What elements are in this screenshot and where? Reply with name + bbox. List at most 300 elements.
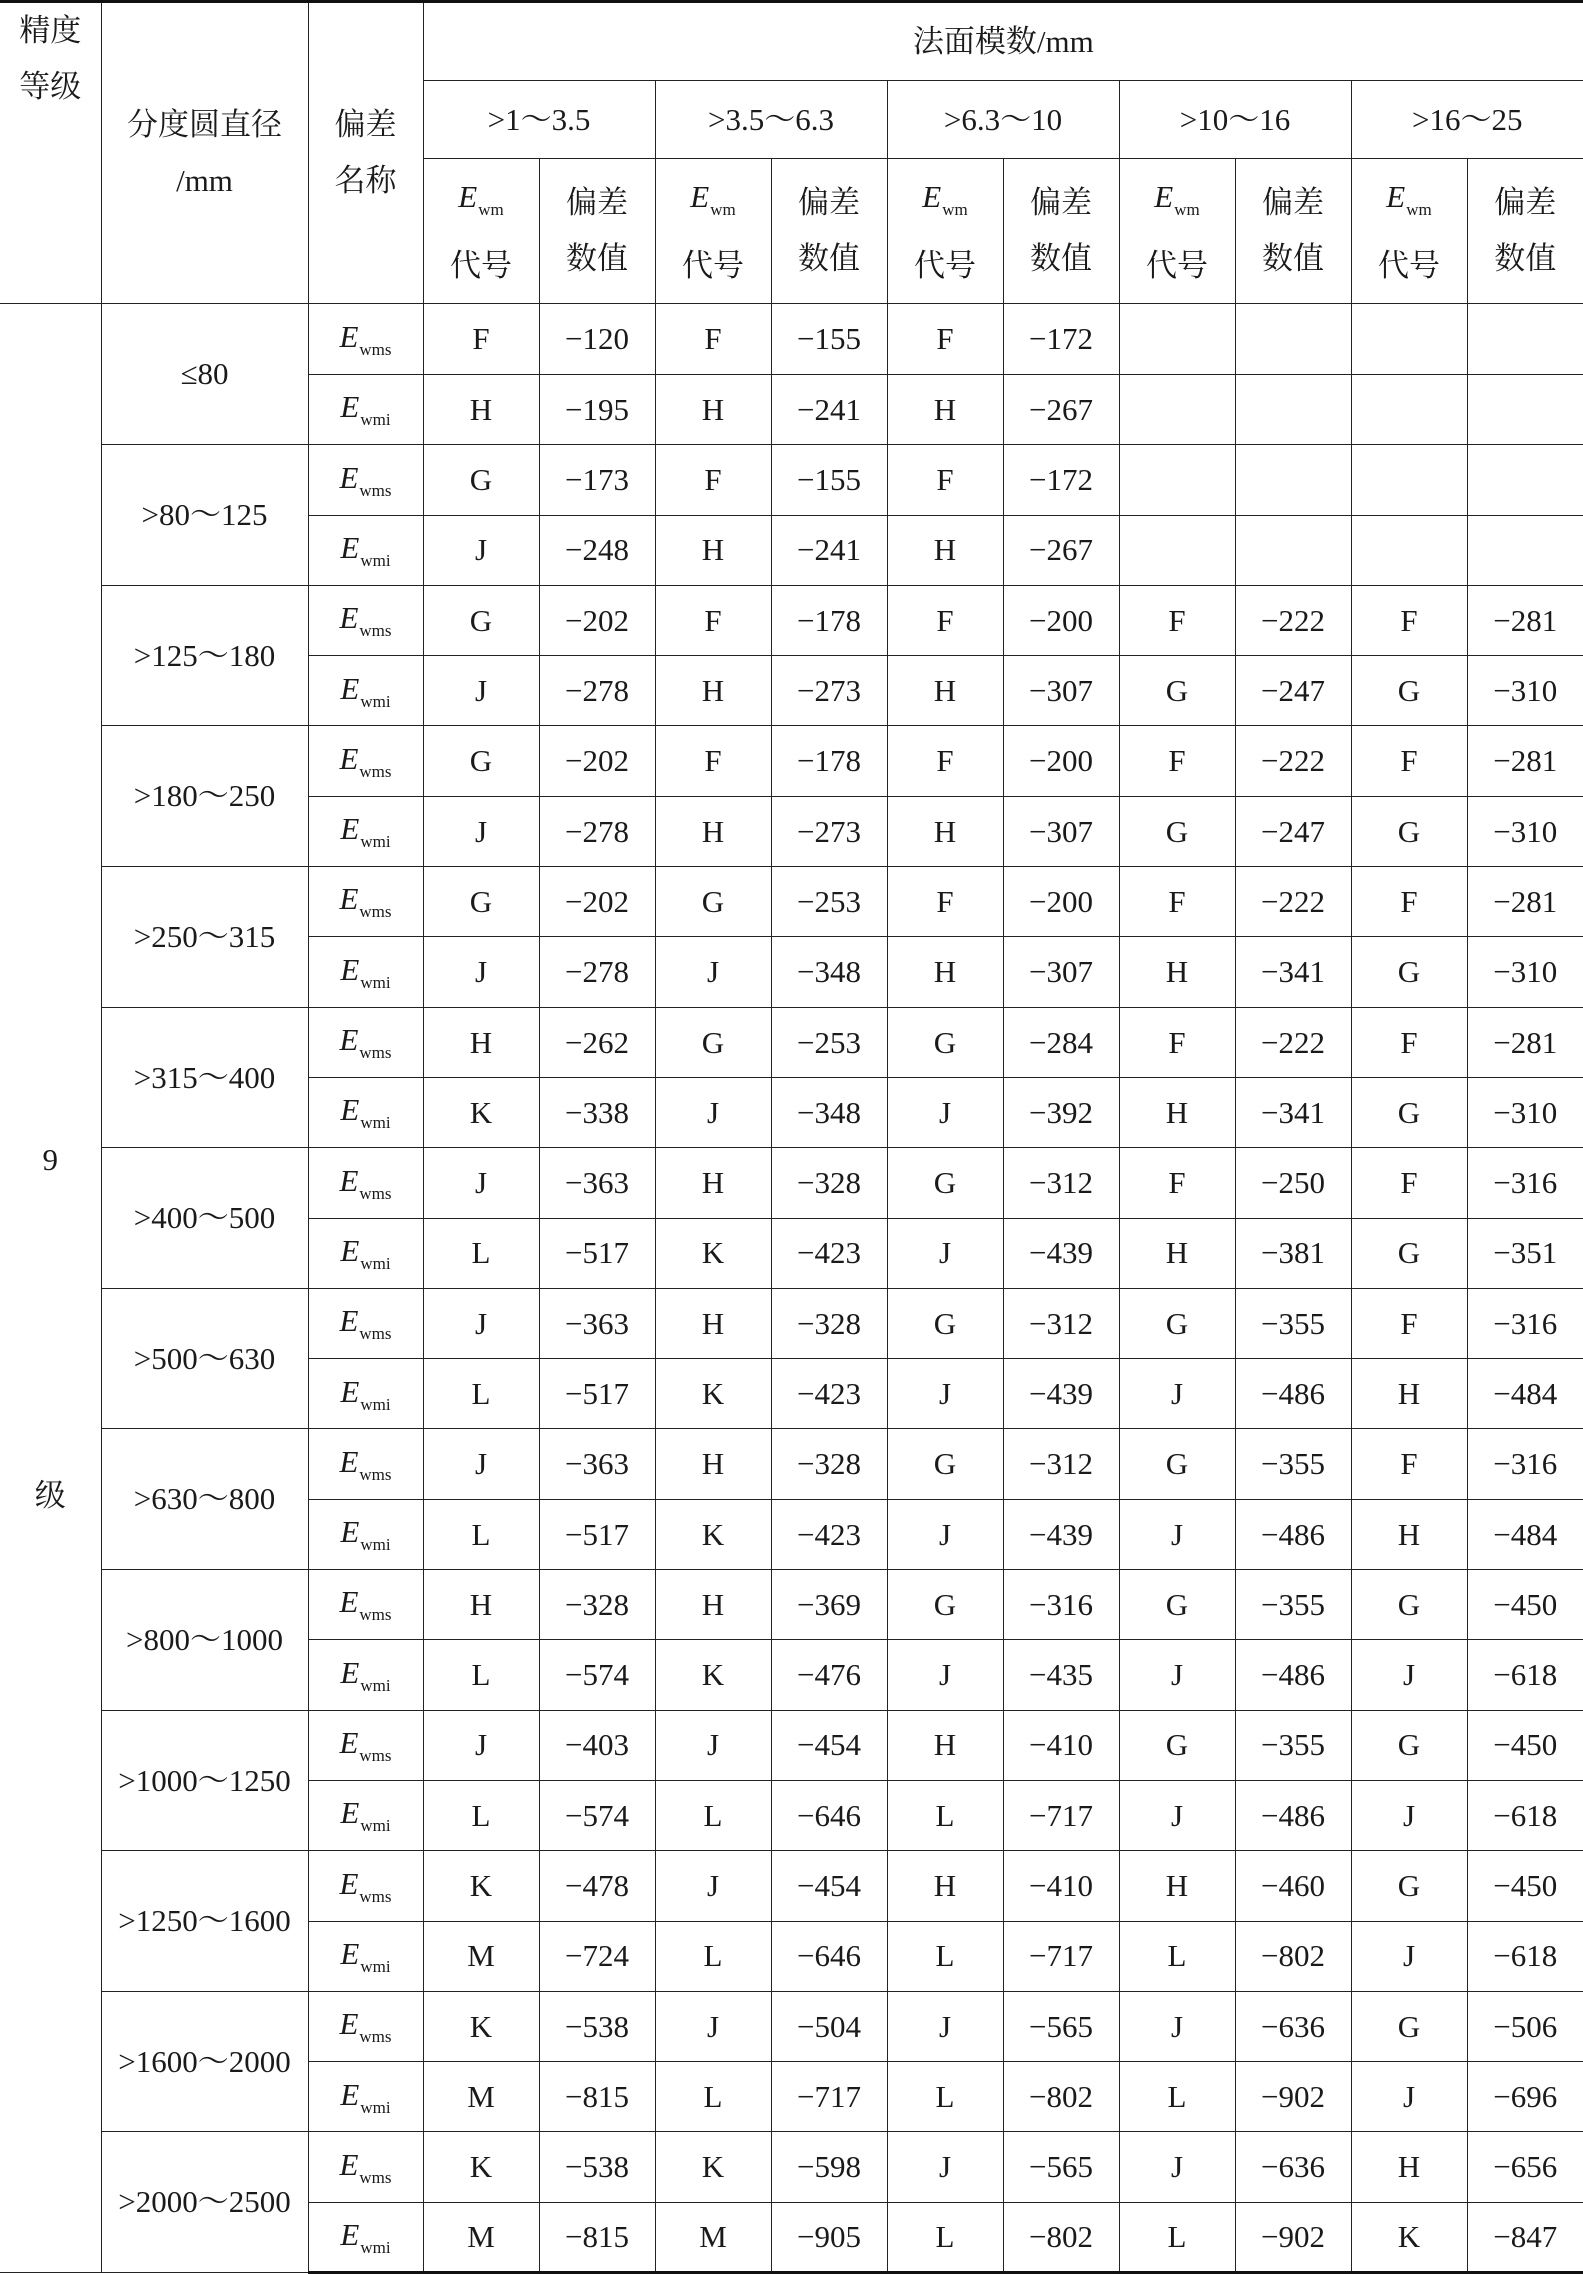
ewm-lower-symbol-letter: E	[340, 952, 359, 987]
ewm-upper-symbol	[339, 1022, 391, 1057]
tolerance-code: J	[1119, 1499, 1235, 1569]
deviation-value: −172	[1003, 304, 1119, 375]
deviation-value: −486	[1235, 1640, 1351, 1710]
deviation-value: −517	[539, 1218, 655, 1288]
header-code-text: 代号	[424, 238, 539, 294]
tolerance-code	[1351, 304, 1467, 375]
tolerance-code: G	[887, 1148, 1003, 1218]
tolerance-code: M	[423, 2062, 539, 2132]
tolerance-code: G	[1119, 796, 1235, 866]
deviation-value: −316	[1467, 1148, 1583, 1218]
tolerance-code: L	[655, 2062, 771, 2132]
deviation-value: −312	[1003, 1288, 1119, 1358]
tolerance-code: F	[1351, 585, 1467, 655]
deviation-name-upper	[308, 726, 423, 796]
deviation-name-lower	[308, 375, 423, 445]
tolerance-code: H	[887, 656, 1003, 726]
ewm-lower-symbol-letter: E	[340, 2217, 359, 2252]
diameter-range: >1600～2000	[101, 1991, 308, 2132]
diameter-range: ≤80	[101, 304, 308, 445]
deviation-value: −278	[539, 796, 655, 866]
header-pitch-diameter-line2: /mm	[102, 153, 308, 209]
header-deviation-name	[308, 2, 423, 304]
header-accuracy-grade-line1: 精度	[0, 3, 101, 59]
tolerance-code: G	[1351, 1077, 1467, 1147]
deviation-name-lower	[308, 1359, 423, 1429]
deviation-value: −717	[1003, 1780, 1119, 1850]
deviation-name-upper	[308, 1007, 423, 1077]
deviation-value: −538	[539, 2132, 655, 2202]
tolerance-code	[1119, 304, 1235, 375]
tolerance-code: G	[423, 726, 539, 796]
tolerance-code: L	[1119, 2202, 1235, 2272]
ewm-lower-symbol-letter: E	[340, 1795, 359, 1830]
header-module-range: >3.5～6.3	[655, 81, 887, 159]
grade-cell	[0, 304, 101, 2273]
ewm-upper-symbol-letter: E	[339, 600, 358, 635]
tolerance-code: G	[1119, 1710, 1235, 1780]
deviation-value: −618	[1467, 1640, 1583, 1710]
deviation-name-lower	[308, 1921, 423, 1991]
tolerance-code: K	[423, 2132, 539, 2202]
deviation-value: −312	[1003, 1429, 1119, 1499]
tolerance-code: F	[1119, 585, 1235, 655]
tolerance-code: G	[655, 867, 771, 937]
ewm-upper-symbol-subscript: wms	[359, 621, 391, 640]
ewm-upper-symbol-subscript: wms	[359, 1184, 391, 1203]
header-value-label-line: 数值	[1468, 231, 1583, 287]
header-value-label-line: 偏差	[1468, 175, 1583, 231]
deviation-value: −120	[539, 304, 655, 375]
tolerance-code: L	[423, 1499, 539, 1569]
ewm-upper-symbol	[339, 1725, 391, 1760]
deviation-value: −222	[1235, 1007, 1351, 1077]
ewm-upper-symbol-letter: E	[339, 741, 358, 776]
ewm-upper-symbol-letter: E	[339, 319, 358, 354]
ewm-lower-symbol-subscript: wmi	[360, 1395, 390, 1414]
deviation-value: −815	[539, 2202, 655, 2272]
table-row	[0, 867, 1583, 937]
deviation-value: −439	[1003, 1359, 1119, 1429]
deviation-value: −267	[1003, 515, 1119, 585]
tolerance-code: F	[655, 726, 771, 796]
header-module-range: >6.3～10	[887, 81, 1119, 159]
ewm-lower-symbol-subscript: wmi	[360, 410, 390, 429]
deviation-value: −381	[1235, 1218, 1351, 1288]
deviation-value: −450	[1467, 1570, 1583, 1640]
tolerance-code: L	[423, 1640, 539, 1710]
header-accuracy-grade	[0, 2, 101, 304]
deviation-value: −392	[1003, 1077, 1119, 1147]
ewm-upper-symbol	[339, 319, 391, 354]
tolerance-code: J	[1119, 1780, 1235, 1850]
tolerance-code: F	[655, 445, 771, 515]
deviation-value: −307	[1003, 796, 1119, 866]
deviation-value: −178	[771, 585, 887, 655]
tolerance-code: H	[655, 1148, 771, 1218]
deviation-value: −802	[1003, 2062, 1119, 2132]
ewm-symbol-letter: E	[1386, 179, 1405, 214]
deviation-value: −802	[1003, 2202, 1119, 2272]
ewm-upper-symbol-subscript: wms	[359, 481, 391, 500]
deviation-value: −253	[771, 1007, 887, 1077]
grade-number: 9	[0, 1142, 101, 1178]
deviation-value: −348	[771, 937, 887, 1007]
deviation-value: −506	[1467, 1991, 1583, 2061]
tolerance-code: F	[1351, 726, 1467, 796]
deviation-value: −454	[771, 1851, 887, 1921]
tolerance-code: H	[655, 1570, 771, 1640]
deviation-value: −618	[1467, 1921, 1583, 1991]
deviation-value: −338	[539, 1077, 655, 1147]
deviation-value: −328	[771, 1429, 887, 1499]
deviation-value: −517	[539, 1499, 655, 1569]
tolerance-code: G	[1351, 937, 1467, 1007]
tolerance-code: K	[655, 1359, 771, 1429]
tolerance-code: J	[1119, 1991, 1235, 2061]
ewm-lower-symbol	[340, 389, 390, 424]
deviation-value: −517	[539, 1359, 655, 1429]
ewm-lower-symbol	[340, 1936, 390, 1971]
tolerance-code: H	[655, 1288, 771, 1358]
ewm-lower-symbol	[340, 671, 390, 706]
deviation-value: −484	[1467, 1499, 1583, 1569]
deviation-value: −262	[539, 1007, 655, 1077]
deviation-value: −363	[539, 1429, 655, 1499]
ewm-upper-symbol-letter: E	[339, 1444, 358, 1479]
deviation-value: −278	[539, 937, 655, 1007]
deviation-value	[1235, 375, 1351, 445]
deviation-name-lower	[308, 1218, 423, 1288]
deviation-value: −656	[1467, 2132, 1583, 2202]
deviation-value: −312	[1003, 1148, 1119, 1218]
deviation-value: −636	[1235, 1991, 1351, 2061]
ewm-lower-symbol-subscript: wmi	[360, 1535, 390, 1554]
tolerance-code: F	[1351, 1429, 1467, 1499]
deviation-value	[1235, 515, 1351, 585]
tolerance-code: M	[423, 1921, 539, 1991]
ewm-upper-symbol-letter: E	[339, 460, 358, 495]
deviation-value: −423	[771, 1499, 887, 1569]
deviation-value: −410	[1003, 1710, 1119, 1780]
deviation-value: −565	[1003, 2132, 1119, 2202]
tolerance-code: F	[887, 585, 1003, 655]
tolerance-code: K	[423, 1851, 539, 1921]
deviation-name-lower	[308, 2062, 423, 2132]
tolerance-code: K	[655, 2132, 771, 2202]
ewm-lower-symbol-letter: E	[340, 1374, 359, 1409]
tolerance-code: F	[655, 304, 771, 375]
deviation-value: −618	[1467, 1780, 1583, 1850]
header-normal-module: 法面模数/mm	[423, 2, 1583, 81]
tolerance-code: J	[655, 937, 771, 1007]
tolerance-code: L	[887, 2202, 1003, 2272]
deviation-value	[1467, 515, 1583, 585]
deviation-value: −310	[1467, 656, 1583, 726]
tolerance-code: L	[655, 1780, 771, 1850]
ewm-upper-symbol	[339, 1444, 391, 1479]
deviation-name-upper	[308, 1570, 423, 1640]
tolerance-code: J	[1351, 2062, 1467, 2132]
header-value-label-line: 数值	[540, 231, 655, 287]
table-row	[0, 2132, 1583, 2202]
tolerance-code: G	[1351, 1570, 1467, 1640]
deviation-value: −200	[1003, 585, 1119, 655]
deviation-value: −450	[1467, 1851, 1583, 1921]
deviation-value: −200	[1003, 867, 1119, 937]
deviation-value: −439	[1003, 1218, 1119, 1288]
tolerance-code: F	[887, 867, 1003, 937]
tolerance-code: F	[1119, 1148, 1235, 1218]
tolerance-code: F	[655, 585, 771, 655]
tolerance-code: H	[655, 796, 771, 866]
deviation-name-upper	[308, 1710, 423, 1780]
tolerance-code: H	[1119, 1077, 1235, 1147]
ewm-upper-symbol-letter: E	[339, 2006, 358, 2041]
tolerance-code: J	[1351, 1780, 1467, 1850]
ewm-upper-symbol-subscript: wms	[359, 1746, 391, 1765]
diameter-range: >1000～1250	[101, 1710, 308, 1851]
tolerance-code: J	[887, 1991, 1003, 2061]
deviation-value: −598	[771, 2132, 887, 2202]
ewm-lower-symbol	[340, 1374, 390, 1409]
ewm-symbol-subscript: wm	[1406, 200, 1432, 219]
deviation-value: −310	[1467, 796, 1583, 866]
ewm-upper-symbol-subscript: wms	[359, 1887, 391, 1906]
tolerance-code: K	[423, 1077, 539, 1147]
tolerance-code: G	[1351, 1710, 1467, 1780]
header-code-label	[655, 159, 771, 304]
deviation-name-upper	[308, 1851, 423, 1921]
header-code-symbol	[1120, 169, 1235, 238]
deviation-value: −248	[539, 515, 655, 585]
header-module-range: >16～25	[1351, 81, 1583, 159]
header-code-label	[887, 159, 1003, 304]
deviation-value: −902	[1235, 2202, 1351, 2272]
deviation-value: −363	[539, 1148, 655, 1218]
deviation-value: −646	[771, 1780, 887, 1850]
deviation-value: −348	[771, 1077, 887, 1147]
tolerance-code: H	[887, 796, 1003, 866]
tolerance-code: H	[1351, 1359, 1467, 1429]
deviation-name-lower	[308, 1499, 423, 1569]
table-row	[0, 1991, 1583, 2061]
deviation-value: −439	[1003, 1499, 1119, 1569]
tolerance-code: H	[887, 1851, 1003, 1921]
deviation-value: −241	[771, 515, 887, 585]
tolerance-code: L	[887, 1780, 1003, 1850]
deviation-value: −307	[1003, 937, 1119, 1007]
deviation-value: −310	[1467, 1077, 1583, 1147]
tolerance-code: H	[1119, 1851, 1235, 1921]
deviation-name-lower	[308, 796, 423, 866]
ewm-lower-symbol-letter: E	[340, 671, 359, 706]
tolerance-code: J	[655, 1710, 771, 1780]
header-deviation-name-line2: 名称	[309, 153, 423, 209]
tolerance-code: G	[1119, 656, 1235, 726]
ewm-symbol	[1154, 179, 1199, 214]
deviation-value: −281	[1467, 867, 1583, 937]
header-value-label-line: 偏差	[1004, 175, 1119, 231]
table-row	[0, 1710, 1583, 1780]
table-row	[0, 585, 1583, 655]
deviation-name-lower	[308, 1077, 423, 1147]
deviation-value: −696	[1467, 2062, 1583, 2132]
ewm-symbol	[458, 179, 503, 214]
deviation-value: −278	[539, 656, 655, 726]
tolerance-code: G	[887, 1007, 1003, 1077]
tolerance-code: H	[887, 515, 1003, 585]
deviation-value: −717	[1003, 1921, 1119, 1991]
tolerance-code: J	[655, 1851, 771, 1921]
tolerance-code: L	[655, 1921, 771, 1991]
tolerance-code: J	[655, 1991, 771, 2061]
ewm-lower-symbol-subscript: wmi	[360, 973, 390, 992]
tolerance-code: G	[423, 445, 539, 515]
deviation-value	[1235, 445, 1351, 515]
tolerance-code: G	[1119, 1288, 1235, 1358]
tolerance-code: J	[887, 1359, 1003, 1429]
tolerance-code: J	[1119, 2132, 1235, 2202]
deviation-value: −328	[771, 1288, 887, 1358]
ewm-symbol-subscript: wm	[710, 200, 736, 219]
deviation-value: −460	[1235, 1851, 1351, 1921]
deviation-value: −538	[539, 1991, 655, 2061]
ewm-lower-symbol-subscript: wmi	[360, 1957, 390, 1976]
ewm-lower-symbol-letter: E	[340, 1655, 359, 1690]
header-pitch-diameter-line1: 分度圆直径	[102, 97, 308, 153]
tolerance-code: J	[423, 1288, 539, 1358]
deviation-value: −355	[1235, 1710, 1351, 1780]
table-row	[0, 1429, 1583, 1499]
header-code-symbol	[1352, 169, 1467, 238]
diameter-range: >630～800	[101, 1429, 308, 1570]
deviation-value: −486	[1235, 1359, 1351, 1429]
tolerance-code: J	[423, 1710, 539, 1780]
ewm-symbol-subscript: wm	[942, 200, 968, 219]
header-code-symbol	[656, 169, 771, 238]
header-value-label	[1003, 159, 1119, 304]
header-module-range: >1～3.5	[423, 81, 655, 159]
ewm-upper-symbol-letter: E	[339, 1725, 358, 1760]
tolerance-code	[1351, 375, 1467, 445]
header-deviation-name-line1: 偏差	[309, 97, 423, 153]
deviation-name-lower	[308, 2202, 423, 2272]
deviation-name-upper	[308, 1148, 423, 1218]
deviation-value: −724	[539, 1921, 655, 1991]
header-code-label	[423, 159, 539, 304]
ewm-upper-symbol-subscript: wms	[359, 340, 391, 359]
tolerance-code: G	[655, 1007, 771, 1077]
deviation-value	[1467, 375, 1583, 445]
ewm-lower-symbol-subscript: wmi	[360, 551, 390, 570]
deviation-value: −202	[539, 726, 655, 796]
deviation-value: −273	[771, 656, 887, 726]
tolerance-code	[1119, 375, 1235, 445]
deviation-value: −222	[1235, 867, 1351, 937]
deviation-value: −574	[539, 1640, 655, 1710]
ewm-lower-symbol	[340, 1514, 390, 1549]
header-value-label-line: 数值	[1004, 231, 1119, 287]
header-code-symbol	[888, 169, 1003, 238]
deviation-value: −902	[1235, 2062, 1351, 2132]
deviation-value: −504	[771, 1991, 887, 2061]
ewm-lower-symbol	[340, 811, 390, 846]
ewm-upper-symbol	[339, 600, 391, 635]
ewm-lower-symbol	[340, 2217, 390, 2252]
tolerance-code: L	[423, 1780, 539, 1850]
table-row	[0, 1148, 1583, 1218]
diameter-range: >125～180	[101, 585, 308, 726]
deviation-value: −222	[1235, 726, 1351, 796]
ewm-upper-symbol	[339, 1303, 391, 1338]
deviation-value: −316	[1467, 1288, 1583, 1358]
ewm-upper-symbol-letter: E	[339, 2147, 358, 2182]
ewm-lower-symbol-letter: E	[340, 1514, 359, 1549]
tolerance-code: H	[423, 1570, 539, 1640]
deviation-name-upper	[308, 2132, 423, 2202]
grade-suffix: 级	[0, 1478, 101, 1514]
tolerance-code: F	[1351, 1288, 1467, 1358]
tolerance-code: K	[655, 1218, 771, 1288]
header-value-label-line: 偏差	[1236, 175, 1351, 231]
ewm-symbol-subscript: wm	[478, 200, 504, 219]
deviation-value: −172	[1003, 445, 1119, 515]
ewm-lower-symbol	[340, 1655, 390, 1690]
ewm-lower-symbol	[340, 2077, 390, 2112]
ewm-upper-symbol-letter: E	[339, 881, 358, 916]
tolerance-code: J	[423, 937, 539, 1007]
deviation-value: −250	[1235, 1148, 1351, 1218]
header-code-label	[1119, 159, 1235, 304]
tolerance-code: J	[887, 2132, 1003, 2202]
ewm-symbol	[922, 179, 967, 214]
tolerance-code: J	[1351, 1640, 1467, 1710]
ewm-lower-symbol-letter: E	[340, 2077, 359, 2112]
tolerance-code: H	[655, 656, 771, 726]
tolerance-code: K	[1351, 2202, 1467, 2272]
tolerance-code: M	[423, 2202, 539, 2272]
ewm-upper-symbol-subscript: wms	[359, 902, 391, 921]
deviation-value: −202	[539, 585, 655, 655]
tolerance-code: H	[887, 937, 1003, 1007]
tolerance-code: L	[423, 1359, 539, 1429]
ewm-symbol-letter: E	[1154, 179, 1173, 214]
tolerance-code: G	[887, 1570, 1003, 1640]
tolerance-code: F	[1351, 1007, 1467, 1077]
header-code-text: 代号	[656, 238, 771, 294]
deviation-value: −281	[1467, 585, 1583, 655]
table-row	[0, 1570, 1583, 1640]
deviation-value: −284	[1003, 1007, 1119, 1077]
deviation-value: −310	[1467, 937, 1583, 1007]
tolerance-code: J	[423, 656, 539, 726]
tolerance-code: J	[655, 1077, 771, 1147]
ewm-symbol-subscript: wm	[1174, 200, 1200, 219]
deviation-value: −717	[771, 2062, 887, 2132]
tolerance-code: K	[423, 1991, 539, 2061]
ewm-upper-symbol-letter: E	[339, 1584, 358, 1619]
ewm-upper-symbol-letter: E	[339, 1163, 358, 1198]
tolerance-code: G	[423, 585, 539, 655]
header-code-text: 代号	[888, 238, 1003, 294]
table-row	[0, 1288, 1583, 1358]
deviation-value: −636	[1235, 2132, 1351, 2202]
header-value-label	[539, 159, 655, 304]
deviation-value	[1467, 304, 1583, 375]
deviation-name-upper	[308, 445, 423, 515]
header-value-label-line: 偏差	[540, 175, 655, 231]
